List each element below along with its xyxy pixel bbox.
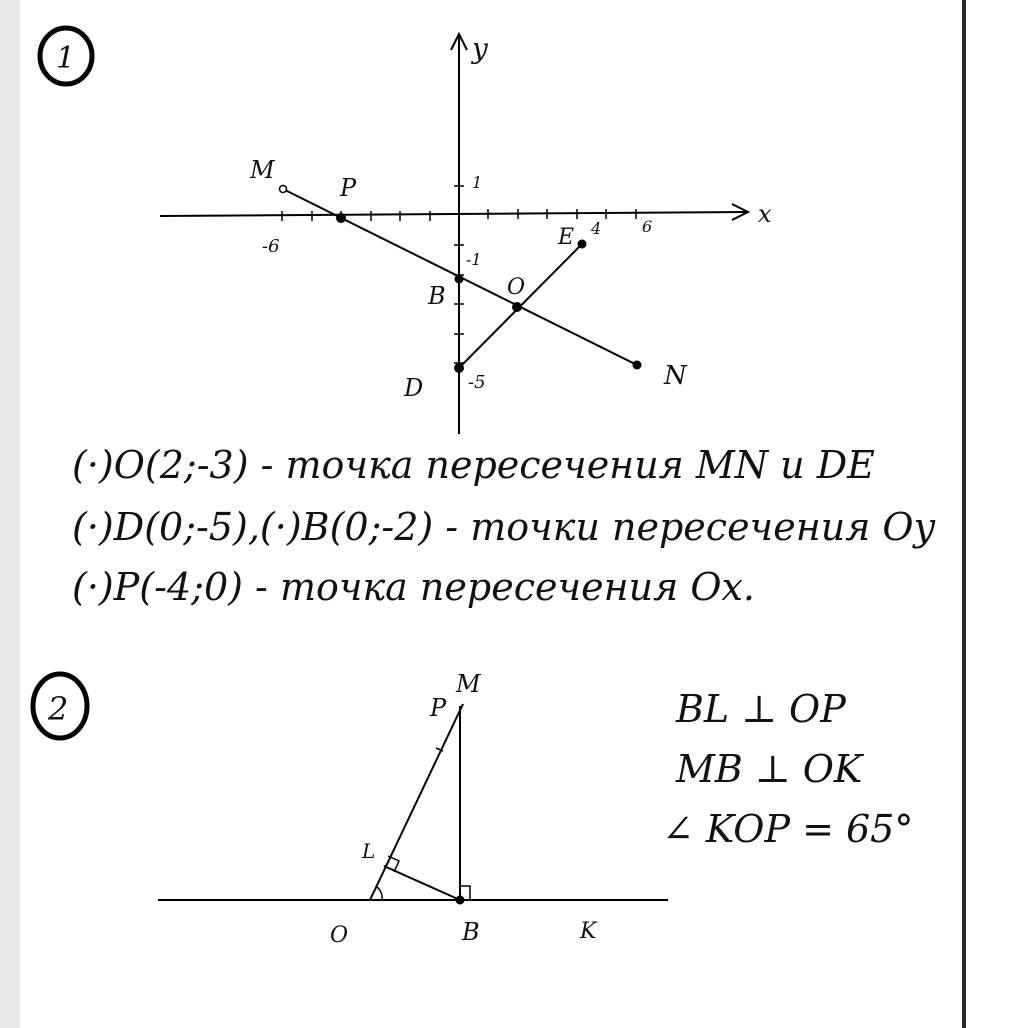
answer-line-3: (·)P(-4;0) - точка пересечения Ox. [72, 565, 755, 609]
tick-y-neg1: -1 [466, 250, 482, 269]
label-N: N [664, 361, 687, 391]
problem1-number: 1 [56, 41, 76, 76]
tick-x-6: 6 [642, 217, 653, 236]
label2-O: O [330, 923, 349, 948]
label-O: O [507, 275, 526, 300]
tick-y-1: 1 [472, 173, 483, 192]
label2-M: M [456, 670, 481, 698]
label-D: D [404, 374, 424, 402]
point-E-dot [578, 240, 587, 249]
answer-line-1: (·)O(2;-3) - точка пересечения MN и DE [72, 443, 875, 487]
tick-x-neg6: -6 [262, 236, 280, 257]
answer-line-2: (·)D(0;-5),(·)B(0;-2) - точки пересечения Oy [72, 505, 936, 549]
label2-L: L [362, 839, 376, 863]
given-2: MB ⊥ OK [676, 747, 863, 791]
point-D-dot [454, 363, 464, 373]
x-axis-label: x [758, 200, 772, 228]
segment-BL [384, 866, 460, 900]
ray-OP [370, 704, 463, 900]
label2-B: B [462, 918, 480, 946]
point-M-dot [280, 186, 287, 193]
problem2-number: 2 [48, 690, 69, 728]
y-axis-label: y [472, 32, 488, 65]
label-P: P [340, 174, 357, 202]
point-O-dot [512, 302, 522, 312]
angle-arc-KOP [377, 887, 382, 900]
label-E: E [558, 225, 575, 250]
point-N-dot [633, 361, 642, 370]
given-3: ∠ KOP = 65° [662, 807, 914, 851]
point-B-dot [455, 275, 464, 284]
label2-P: P [430, 694, 447, 722]
x-axis [160, 212, 748, 216]
label-B: B [428, 282, 446, 310]
given-1: BL ⊥ OP [676, 687, 846, 731]
point-P-dot [336, 213, 346, 223]
label-M: M [250, 156, 275, 184]
tick-x-4: 4 [591, 219, 602, 238]
point-B2-dot [456, 896, 465, 905]
label2-K: K [580, 919, 597, 944]
tick-y-neg5: -5 [468, 372, 486, 393]
